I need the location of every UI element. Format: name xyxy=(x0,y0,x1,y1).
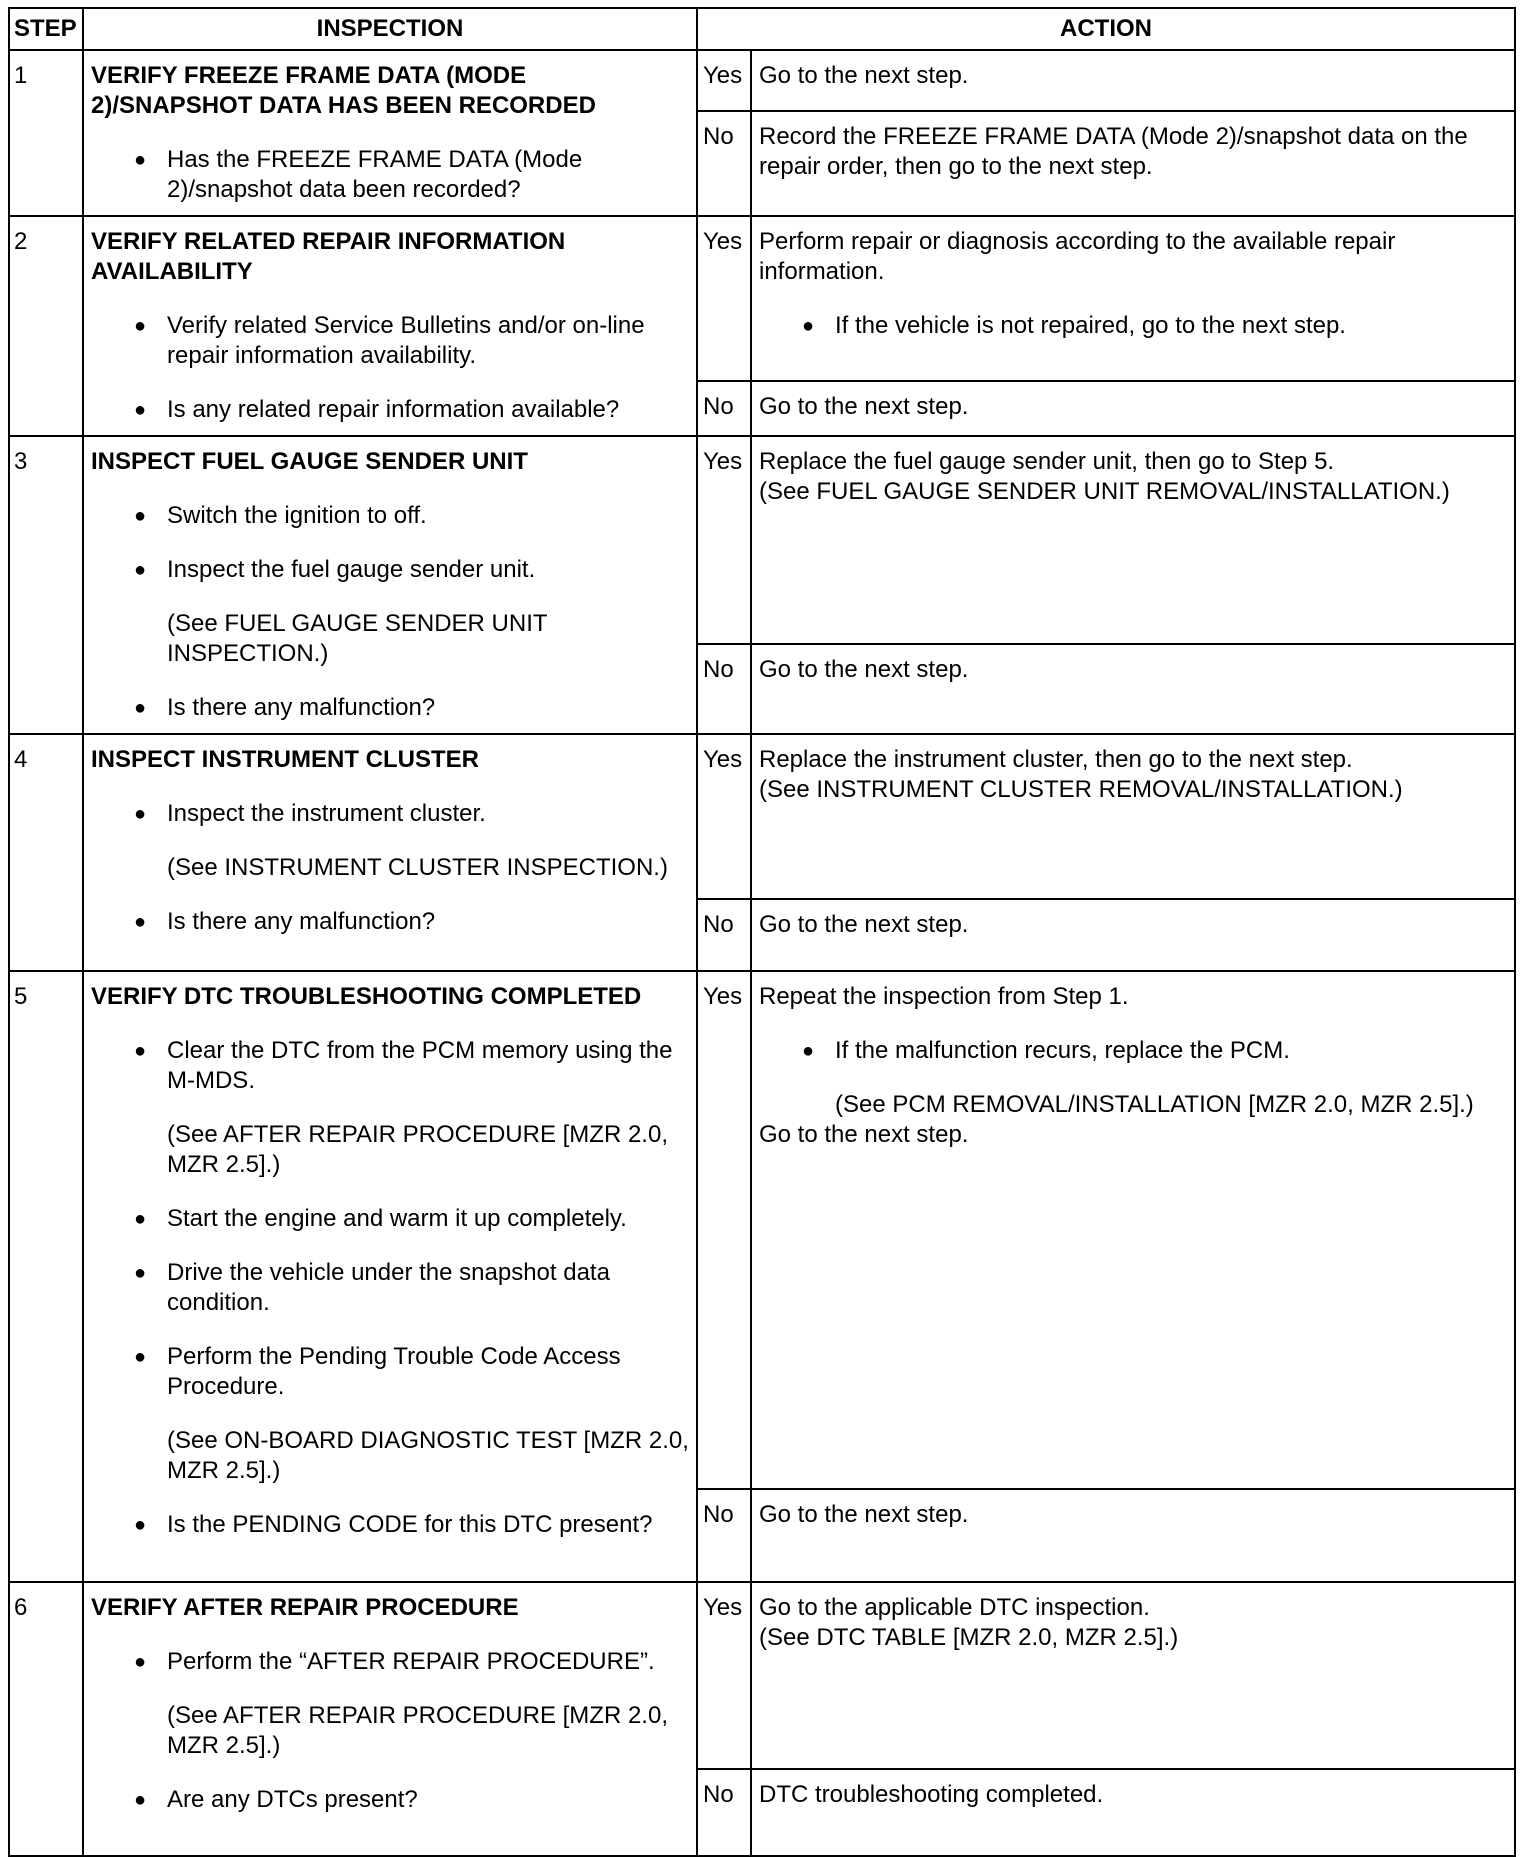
step-row-yes xyxy=(9,1582,1515,1769)
inspection-title: INSPECT INSTRUMENT CLUSTER xyxy=(91,746,480,773)
inspection-reference-note: (See FUEL GAUGE SENDER UNIT INSPECTION.) xyxy=(167,610,548,667)
inspection-bullet-item: ● Start the engine and warm it up completely. xyxy=(91,1204,689,1234)
step-number: 1 xyxy=(9,50,83,216)
inspection-bullet-item: ● Is the PENDING CODE for this DTC present? xyxy=(91,1510,689,1540)
diagnostic-table xyxy=(8,7,1516,1857)
header-step: STEP xyxy=(9,8,83,50)
step-row-yes xyxy=(9,50,1515,111)
no-action-cell xyxy=(751,644,1515,734)
action-text: Go to the next step. xyxy=(759,1121,969,1148)
yes-action-cell xyxy=(751,50,1515,111)
action-text: Go to the next step. xyxy=(759,393,969,421)
action-text: Repeat the inspection from Step 1. xyxy=(759,983,1129,1010)
step-row-yes xyxy=(9,216,1515,381)
yes-label: Yes xyxy=(697,734,751,899)
yes-label: Yes xyxy=(697,971,751,1489)
step-number: 5 xyxy=(9,971,83,1582)
inspection-reference-note: (See AFTER REPAIR PROCEDURE [MZR 2.0, MZR 2.5].) xyxy=(167,1121,668,1178)
inspection-bullet-item: ● Is there any malfunction? xyxy=(91,693,689,723)
inspection-bullet-item: ● Are any DTCs present? xyxy=(91,1785,689,1815)
no-label: No xyxy=(697,111,751,216)
action-text: Go to the next step. xyxy=(759,656,969,684)
inspection-bullet-item: ● Is any related repair information available? xyxy=(91,395,689,425)
yes-action-cell xyxy=(751,436,1515,644)
no-label: No xyxy=(697,644,751,734)
inspection-title: VERIFY FREEZE FRAME DATA (MODE 2)/SNAPSHOT DATA HAS BEEN RECORDED xyxy=(91,62,596,119)
action-bullet-item: ● If the malfunction recurs, replace the PCM. xyxy=(759,1036,1507,1066)
step-row-yes xyxy=(9,971,1515,1489)
action-text: Replace the instrument cluster, then go to the next step. xyxy=(759,746,1353,773)
inspection-title: INSPECT FUEL GAUGE SENDER UNIT xyxy=(91,448,528,475)
inspection-title: VERIFY DTC TROUBLESHOOTING COMPLETED xyxy=(91,983,642,1010)
yes-action-cell xyxy=(751,734,1515,899)
action-text: Go to the next step. xyxy=(759,911,969,938)
action-reference-note: (See PCM REMOVAL/INSTALLATION [MZR 2.0, MZR 2.5].) xyxy=(835,1091,1474,1118)
inspection-bullet-item: ● Is there any malfunction? xyxy=(91,907,689,937)
header-row xyxy=(9,8,1515,50)
yes-label: Yes xyxy=(697,216,751,381)
yes-label: Yes xyxy=(697,436,751,644)
header-inspection: INSPECTION xyxy=(83,8,697,50)
no-action-cell xyxy=(751,381,1515,436)
step-number: 4 xyxy=(9,734,83,971)
header-action: ACTION xyxy=(697,8,1515,50)
step-number: 6 xyxy=(9,1582,83,1856)
inspection-bullet-item: ● Clear the DTC from the PCM memory using the M-MDS. xyxy=(91,1036,689,1096)
yes-label: Yes xyxy=(697,1582,751,1769)
action-text: DTC troubleshooting completed. xyxy=(759,1781,1104,1808)
yes-label: Yes xyxy=(697,50,751,111)
no-action-cell xyxy=(751,1489,1515,1582)
no-label: No xyxy=(697,1489,751,1582)
inspection-cell xyxy=(83,1582,697,1856)
inspection-cell xyxy=(83,971,697,1582)
action-text: Go to the next step. xyxy=(759,1501,969,1528)
inspection-bullet-item: ● Inspect the instrument cluster. xyxy=(91,799,689,829)
no-action-cell xyxy=(751,1769,1515,1856)
yes-action-cell xyxy=(751,216,1515,381)
no-action-cell xyxy=(751,899,1515,971)
inspection-title: VERIFY RELATED REPAIR INFORMATION AVAILABILITY xyxy=(91,228,566,285)
inspection-reference-note: (See ON-BOARD DIAGNOSTIC TEST [MZR 2.0, MZR 2.5].) xyxy=(167,1427,689,1484)
inspection-cell xyxy=(83,216,697,436)
action-bullet-item: ● If the vehicle is not repaired, go to the next step. xyxy=(759,311,1507,341)
action-text: (See FUEL GAUGE SENDER UNIT REMOVAL/INSTALLATION.) xyxy=(759,478,1450,505)
inspection-bullet-item: ● Verify related Service Bulletins and/or on-line repair information availability. xyxy=(91,311,689,371)
yes-action-cell xyxy=(751,1582,1515,1769)
step-row-yes xyxy=(9,734,1515,899)
inspection-cell xyxy=(83,50,697,216)
inspection-bullet-item: ● Inspect the fuel gauge sender unit. xyxy=(91,555,689,585)
action-text: Perform repair or diagnosis according to the available repair information. xyxy=(759,228,1396,285)
no-label: No xyxy=(697,381,751,436)
inspection-reference-note: (See INSTRUMENT CLUSTER INSPECTION.) xyxy=(167,854,668,881)
inspection-bullet-item: ● Switch the ignition to off. xyxy=(91,501,689,531)
action-text: (See DTC TABLE [MZR 2.0, MZR 2.5].) xyxy=(759,1624,1179,1651)
action-text: Replace the fuel gauge sender unit, then go to Step 5. xyxy=(759,448,1335,475)
inspection-bullet-item: ● Perform the “AFTER REPAIR PROCEDURE”. xyxy=(91,1647,689,1677)
inspection-bullet-item: ● Has the FREEZE FRAME DATA (Mode 2)/snapshot data been recorded? xyxy=(91,145,689,205)
inspection-cell xyxy=(83,436,697,734)
action-text: (See INSTRUMENT CLUSTER REMOVAL/INSTALLATION.) xyxy=(759,776,1403,803)
no-label: No xyxy=(697,899,751,971)
action-text: Record the FREEZE FRAME DATA (Mode 2)/snapshot data on the repair order, then go to the next step. xyxy=(759,122,1468,180)
step-row-yes xyxy=(9,436,1515,644)
step-number: 2 xyxy=(9,216,83,436)
no-label: No xyxy=(697,1769,751,1856)
action-text: Go to the next step. xyxy=(759,62,969,89)
no-action-cell xyxy=(751,111,1515,216)
yes-action-cell xyxy=(751,971,1515,1489)
inspection-cell xyxy=(83,734,697,971)
step-number: 3 xyxy=(9,436,83,734)
inspection-reference-note: (See AFTER REPAIR PROCEDURE [MZR 2.0, MZR 2.5].) xyxy=(167,1702,668,1759)
inspection-title: VERIFY AFTER REPAIR PROCEDURE xyxy=(91,1594,519,1621)
inspection-bullet-item: ● Drive the vehicle under the snapshot data condition. xyxy=(91,1258,689,1318)
inspection-bullet-item: ● Perform the Pending Trouble Code Access Procedure. xyxy=(91,1342,689,1402)
action-text: Go to the applicable DTC inspection. xyxy=(759,1594,1150,1621)
